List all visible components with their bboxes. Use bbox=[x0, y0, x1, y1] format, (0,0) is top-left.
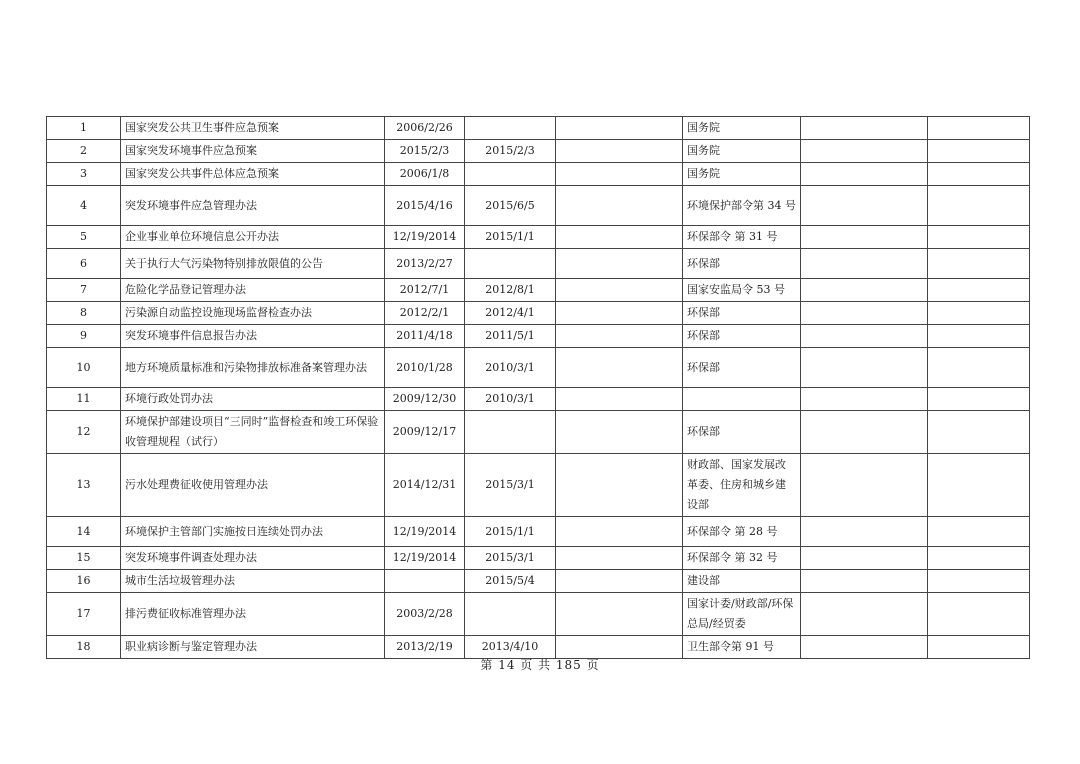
row-number: 9 bbox=[47, 325, 121, 348]
table-row bbox=[47, 163, 1030, 186]
table-row bbox=[47, 593, 1030, 636]
note-cell bbox=[556, 140, 683, 163]
row-number: 4 bbox=[47, 186, 121, 226]
row-number: 1 bbox=[47, 117, 121, 140]
blank-cell bbox=[801, 348, 928, 388]
regulation-name: 关于执行大气污染物特别排放限值的公告 bbox=[121, 249, 385, 279]
blank-cell bbox=[928, 454, 1030, 517]
note-cell bbox=[556, 163, 683, 186]
row-number: 10 bbox=[47, 348, 121, 388]
issuer: 环保部 bbox=[683, 325, 801, 348]
blank-cell bbox=[801, 249, 928, 279]
note-cell bbox=[556, 226, 683, 249]
table-body bbox=[47, 117, 1030, 659]
regulations-table bbox=[46, 116, 1030, 659]
blank-cell bbox=[801, 388, 928, 411]
note-cell bbox=[556, 117, 683, 140]
issue-date: 2011/4/18 bbox=[385, 325, 465, 348]
issuer: 环保部 bbox=[683, 411, 801, 454]
note-cell bbox=[556, 249, 683, 279]
regulation-name: 环境保护主管部门实施按日连续处罚办法 bbox=[121, 517, 385, 547]
blank-cell bbox=[928, 547, 1030, 570]
table-row bbox=[47, 325, 1030, 348]
effective-date: 2015/5/4 bbox=[465, 570, 556, 593]
effective-date: 2010/3/1 bbox=[465, 388, 556, 411]
row-number: 7 bbox=[47, 279, 121, 302]
issue-date: 2012/7/1 bbox=[385, 279, 465, 302]
issue-date: 2015/4/16 bbox=[385, 186, 465, 226]
effective-date bbox=[465, 249, 556, 279]
blank-cell bbox=[801, 593, 928, 636]
blank-cell bbox=[801, 163, 928, 186]
regulation-name: 国家突发公共卫生事件应急预案 bbox=[121, 117, 385, 140]
issue-date: 2015/2/3 bbox=[385, 140, 465, 163]
blank-cell bbox=[928, 249, 1030, 279]
row-number: 2 bbox=[47, 140, 121, 163]
blank-cell bbox=[801, 302, 928, 325]
regulation-name: 国家突发公共事件总体应急预案 bbox=[121, 163, 385, 186]
note-cell bbox=[556, 388, 683, 411]
issuer: 国务院 bbox=[683, 163, 801, 186]
issue-date: 12/19/2014 bbox=[385, 517, 465, 547]
blank-cell bbox=[928, 279, 1030, 302]
issuer: 环保部令 第 31 号 bbox=[683, 226, 801, 249]
issuer: 国务院 bbox=[683, 117, 801, 140]
issue-date: 2009/12/17 bbox=[385, 411, 465, 454]
issue-date bbox=[385, 570, 465, 593]
effective-date bbox=[465, 117, 556, 140]
regulation-name: 环境保护部建设项目“三同时”监督检查和竣工环保验收管理规程（试行） bbox=[121, 411, 385, 454]
blank-cell bbox=[928, 348, 1030, 388]
note-cell bbox=[556, 325, 683, 348]
table-row bbox=[47, 249, 1030, 279]
effective-date: 2012/4/1 bbox=[465, 302, 556, 325]
blank-cell bbox=[928, 226, 1030, 249]
row-number: 15 bbox=[47, 547, 121, 570]
row-number: 8 bbox=[47, 302, 121, 325]
blank-cell bbox=[801, 186, 928, 226]
issuer: 环保部令 第 28 号 bbox=[683, 517, 801, 547]
note-cell bbox=[556, 517, 683, 547]
note-cell bbox=[556, 279, 683, 302]
blank-cell bbox=[928, 117, 1030, 140]
page-footer: 第 14 页 共 185 页 bbox=[480, 658, 600, 672]
blank-cell bbox=[801, 140, 928, 163]
issue-date: 2009/12/30 bbox=[385, 388, 465, 411]
regulation-name: 排污费征收标准管理办法 bbox=[121, 593, 385, 636]
regulation-name: 城市生活垃圾管理办法 bbox=[121, 570, 385, 593]
issuer: 环境保护部令第 34 号 bbox=[683, 186, 801, 226]
table-row bbox=[47, 411, 1030, 454]
note-cell bbox=[556, 348, 683, 388]
row-number: 5 bbox=[47, 226, 121, 249]
blank-cell bbox=[928, 186, 1030, 226]
effective-date: 2013/4/10 bbox=[465, 636, 556, 659]
blank-cell bbox=[801, 117, 928, 140]
note-cell bbox=[556, 454, 683, 517]
regulation-name: 地方环境质量标准和污染物排放标准备案管理办法 bbox=[121, 348, 385, 388]
blank-cell bbox=[928, 570, 1030, 593]
effective-date: 2010/3/1 bbox=[465, 348, 556, 388]
row-number: 6 bbox=[47, 249, 121, 279]
effective-date bbox=[465, 593, 556, 636]
issue-date: 2014/12/31 bbox=[385, 454, 465, 517]
issue-date: 2012/2/1 bbox=[385, 302, 465, 325]
blank-cell bbox=[928, 140, 1030, 163]
effective-date: 2015/2/3 bbox=[465, 140, 556, 163]
table-row bbox=[47, 117, 1030, 140]
blank-cell bbox=[801, 517, 928, 547]
effective-date: 2015/6/5 bbox=[465, 186, 556, 226]
issue-date: 2010/1/28 bbox=[385, 348, 465, 388]
regulation-name: 突发环境事件应急管理办法 bbox=[121, 186, 385, 226]
issuer: 环保部 bbox=[683, 302, 801, 325]
issuer: 国家安监局令 53 号 bbox=[683, 279, 801, 302]
issuer: 财政部、国家发展改革委、住房和城乡建设部 bbox=[683, 454, 801, 517]
table-row bbox=[47, 226, 1030, 249]
table-row bbox=[47, 302, 1030, 325]
regulation-name: 危险化学品登记管理办法 bbox=[121, 279, 385, 302]
regulation-name: 职业病诊断与鉴定管理办法 bbox=[121, 636, 385, 659]
issuer: 国家计委/财政部/环保总局/经贸委 bbox=[683, 593, 801, 636]
issuer: 环保部令 第 32 号 bbox=[683, 547, 801, 570]
table-row bbox=[47, 140, 1030, 163]
regulation-name: 国家突发环境事件应急预案 bbox=[121, 140, 385, 163]
blank-cell bbox=[928, 517, 1030, 547]
row-number: 12 bbox=[47, 411, 121, 454]
table-row bbox=[47, 279, 1030, 302]
issue-date: 12/19/2014 bbox=[385, 226, 465, 249]
row-number: 17 bbox=[47, 593, 121, 636]
issuer: 卫生部令第 91 号 bbox=[683, 636, 801, 659]
blank-cell bbox=[928, 593, 1030, 636]
table-row bbox=[47, 186, 1030, 226]
blank-cell bbox=[801, 454, 928, 517]
blank-cell bbox=[928, 302, 1030, 325]
effective-date: 2015/3/1 bbox=[465, 547, 556, 570]
blank-cell bbox=[801, 279, 928, 302]
note-cell bbox=[556, 411, 683, 454]
row-number: 3 bbox=[47, 163, 121, 186]
table-row bbox=[47, 570, 1030, 593]
blank-cell bbox=[928, 325, 1030, 348]
table-row bbox=[47, 348, 1030, 388]
issuer: 建设部 bbox=[683, 570, 801, 593]
issuer bbox=[683, 388, 801, 411]
row-number: 16 bbox=[47, 570, 121, 593]
regulation-name: 环境行政处罚办法 bbox=[121, 388, 385, 411]
issuer: 国务院 bbox=[683, 140, 801, 163]
note-cell bbox=[556, 593, 683, 636]
row-number: 13 bbox=[47, 454, 121, 517]
issue-date: 2006/2/26 bbox=[385, 117, 465, 140]
effective-date bbox=[465, 163, 556, 186]
note-cell bbox=[556, 570, 683, 593]
issue-date: 12/19/2014 bbox=[385, 547, 465, 570]
blank-cell bbox=[801, 325, 928, 348]
issue-date: 2006/1/8 bbox=[385, 163, 465, 186]
table-row bbox=[47, 547, 1030, 570]
effective-date: 2015/3/1 bbox=[465, 454, 556, 517]
row-number: 14 bbox=[47, 517, 121, 547]
blank-cell bbox=[928, 388, 1030, 411]
blank-cell bbox=[801, 411, 928, 454]
regulation-name: 污染源自动监控设施现场监督检查办法 bbox=[121, 302, 385, 325]
effective-date: 2015/1/1 bbox=[465, 517, 556, 547]
blank-cell bbox=[928, 163, 1030, 186]
table-row bbox=[47, 517, 1030, 547]
blank-cell bbox=[928, 411, 1030, 454]
issue-date: 2013/2/27 bbox=[385, 249, 465, 279]
blank-cell bbox=[801, 226, 928, 249]
note-cell bbox=[556, 302, 683, 325]
note-cell bbox=[556, 186, 683, 226]
issue-date: 2013/2/19 bbox=[385, 636, 465, 659]
row-number: 11 bbox=[47, 388, 121, 411]
regulation-name: 企业事业单位环境信息公开办法 bbox=[121, 226, 385, 249]
blank-cell bbox=[801, 570, 928, 593]
effective-date: 2012/8/1 bbox=[465, 279, 556, 302]
note-cell bbox=[556, 547, 683, 570]
regulation-name: 突发环境事件调查处理办法 bbox=[121, 547, 385, 570]
row-number: 18 bbox=[47, 636, 121, 659]
effective-date: 2011/5/1 bbox=[465, 325, 556, 348]
issuer: 环保部 bbox=[683, 348, 801, 388]
issuer: 环保部 bbox=[683, 249, 801, 279]
issue-date: 2003/2/28 bbox=[385, 593, 465, 636]
regulation-name: 污水处理费征收使用管理办法 bbox=[121, 454, 385, 517]
effective-date bbox=[465, 411, 556, 454]
effective-date: 2015/1/1 bbox=[465, 226, 556, 249]
table-row bbox=[47, 454, 1030, 517]
blank-cell bbox=[801, 547, 928, 570]
table-row bbox=[47, 388, 1030, 411]
regulation-name: 突发环境事件信息报告办法 bbox=[121, 325, 385, 348]
